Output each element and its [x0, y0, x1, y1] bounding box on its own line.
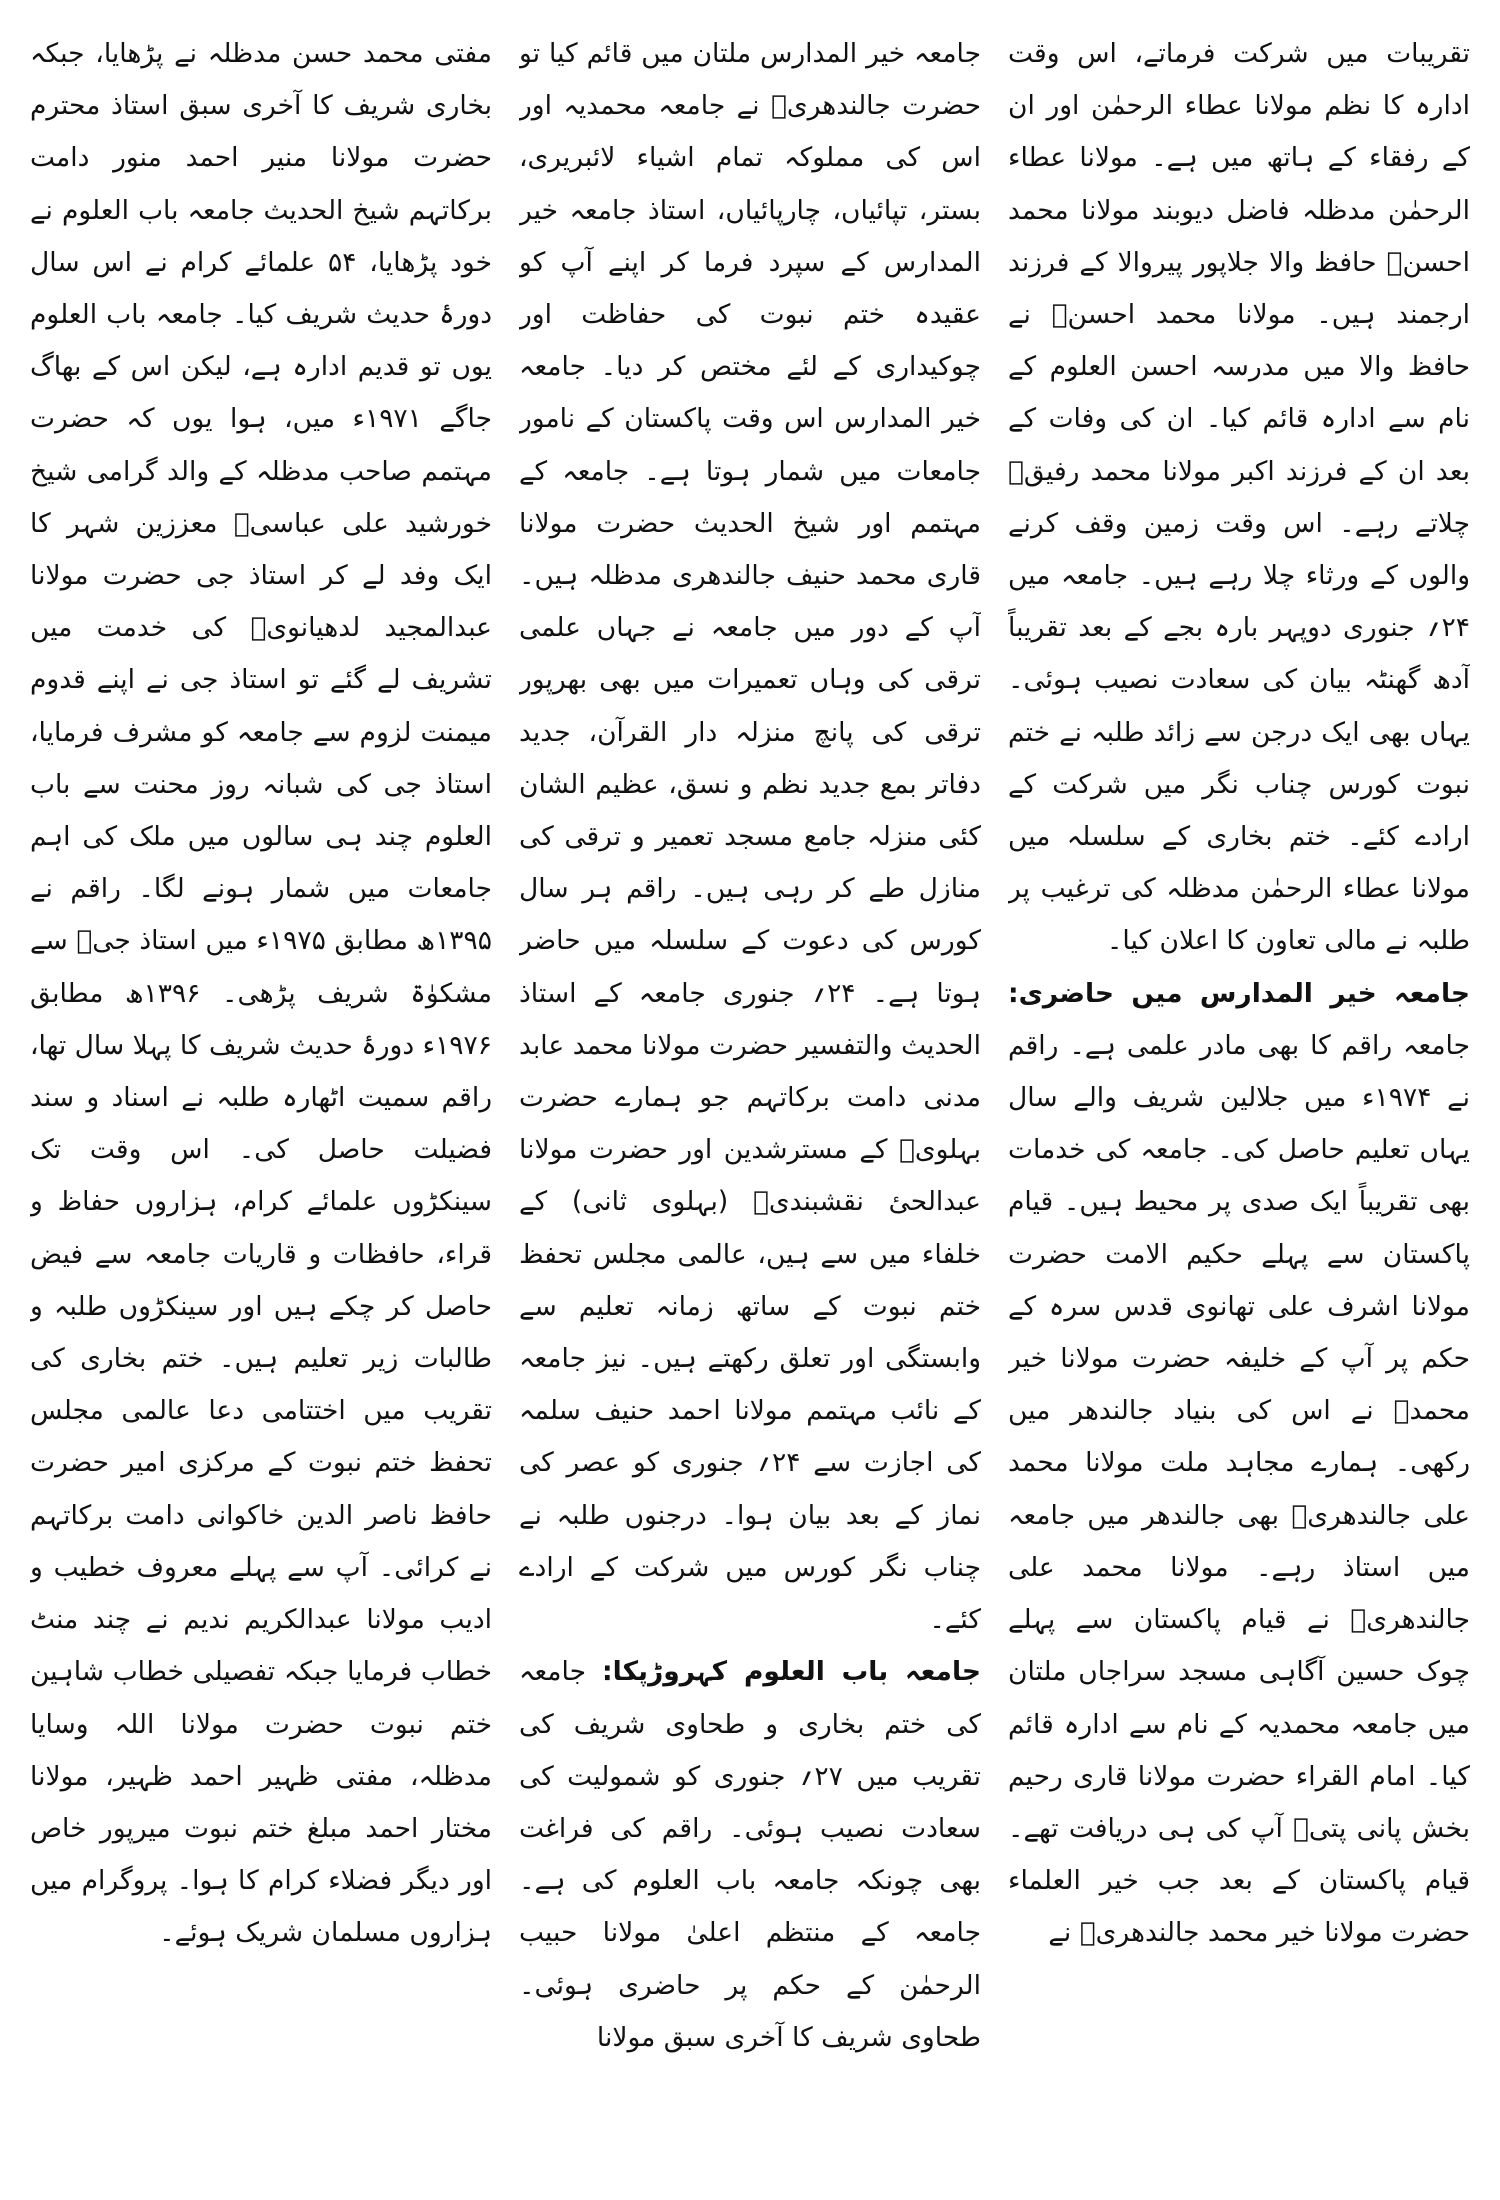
paragraph [519, 1646, 981, 2064]
paragraph-text: جامعہ راقم کا بھی مادر علمی ہے۔ راقم نے ۱۹۷۴ء میں جلالین شریف والے سال یہاں تعلیم حاصل کی۔ جامعہ کی خدمات بھی تقریباً ایک صدی پر محیط ہیں۔ قیام پاکستان سے پہلے حکیم الامت حضرت مولانا اشرف علی تھانوی قدس سرہ کے حکم پر آپ کے خلیفہ حضرت مولانا خیر محمدؒ نے اس کی بنیاد جالندھر میں رکھی۔ ہمارے مجاہد ملت مولانا محمد علی جالندھریؒ بھی جالندھر میں جامعہ میں استاذ رہے۔ مولانا محمد علی جالندھریؒ نے قیام پاکستان سے پہلے چوک حسین آگاہی مسجد سراجاں ملتان میں جامعہ محمدیہ کے نام سے ادارہ قائم کیا۔ امام القراء حضرت مولانا قاری رحیم بخش پانی پتیؒ آپ کی ہی دریافت تھے۔ قیام پاکستان کے بعد جب خیر العلماء حضرت مولانا خیر محمد جالندھریؒ نے [1008, 1029, 1470, 1949]
paragraph-text: جامعہ خیر المدارس ملتان میں قائم کیا تو حضرت جالندھریؒ نے جامعہ محمدیہ اور اس کی مملوکہ تمام اشیاء لائبریری، بستر، تپائیاں، چارپائیاں، استاذ جامعہ خیر المدارس کے سپرد فرما کر اپنے آپ کو عقیدہ ختم نبوت کی حفاظت اور چوکیداری کے لئے مختص کر دیا۔ جامعہ خیر المدارس اس وقت پاکستان کے نامور جامعات میں شمار ہوتا ہے۔ جامعہ کے مہتمم اور شیخ الحدیث حضرت مولانا قاری محمد حنیف جالندھری مدظلہ ہیں۔ آپ کے دور میں جامعہ نے جہاں علمی ترقی کی وہاں تعمیرات میں بھی بھرپور ترقی کی پانچ منزلہ دار القرآن، جدید دفاتر بمع جدید نظم و نسق، عظیم الشان کئی منزلہ جامع مسجد تعمیر و ترقی کی منازل طے کر رہی ہیں۔ راقم ہر سال کورس کی دعوت کے سلسلہ میں حاضر ہوتا ہے۔ ۲۴؍ جنوری جامعہ کے استاذ الحدیث والتفسیر حضرت مولانا محمد عابد مدنی دامت برکاتہم جو ہمارے حضرت بہلویؒ کے مسترشدین اور حضرت مولانا عبدالحیٔ نقشبندیؒ (بہلوی ثانی) کے خلفاء میں سے ہیں، عالمی مجلس تحفظ ختم نبوت کے ساتھ زمانہ تعلیم سے وابستگی اور تعلق رکھتے ہیں۔ نیز جامعہ کے نائب مہتمم مولانا احمد حنیف سلمہ کی اجازت سے ۲۴؍ جنوری کو عصر کی نماز کے بعد بیان ہوا۔ درجنوں طلبہ نے چناب نگر کورس میں شرکت کے ارادے کئے۔ [519, 38, 981, 1636]
text-column-left [30, 28, 492, 2178]
paragraph [1008, 28, 1470, 968]
paragraph-text: مفتی محمد حسن مدظلہ نے پڑھایا، جبکہ بخاری شریف کا آخری سبق استاذ محترم حضرت مولانا منیر احمد منور دامت برکاتہم شیخ الحدیث جامعہ باب العلوم نے خود پڑھایا، ۵۴ علمائے کرام نے اس سال دورۂ حدیث شریف کیا۔ جامعہ باب العلوم یوں تو قدیم ادارہ ہے، لیکن اس کے بھاگ جاگے ۱۹۷۱ء میں، ہوا یوں کہ حضرت مہتمم صاحب مدظلہ کے والد گرامی شیخ خورشید علی عباسیؒ معززین شہر کا ایک وفد لے کر استاذ جی حضرت مولانا عبدالمجید لدھیانویؒ کی خدمت میں تشریف لے گئے تو استاذ جی نے اپنے قدوم میمنت لزوم سے جامعہ کو مشرف فرمایا، استاذ جی کی شبانہ روز محنت سے باب العلوم چند ہی سالوں میں ملک کی اہم جامعات میں شمار ہونے لگا۔ راقم نے ۱۳۹۵ھ مطابق ۱۹۷۵ء میں استاذ جیؒ سے مشکوٰۃ شریف پڑھی۔ ۱۳۹۶ھ مطابق ۱۹۷۶ء دورۂ حدیث شریف کا پہلا سال تھا، راقم سمیت اٹھارہ طلبہ نے اسناد و سند فضیلت حاصل کی۔ اس وقت تک سینکڑوں علمائے کرام، ہزاروں حفاظ و قراء، حافظات و قاریات جامعہ سے فیض حاصل کر چکے ہیں اور سینکڑوں طلبہ و طالبات زیر تعلیم ہیں۔ ختم بخاری کی تقریب میں اختتامی دعا عالمی مجلس تحفظ ختم نبوت کے مرکزی امیر حضرت حافظ ناصر الدین خاکوانی دامت برکاتہم نے کرائی۔ آپ سے پہلے معروف خطیب و ادیب مولانا عبدالکریم ندیم نے چند منٹ خطاب فرمایا جبکہ تفصیلی خطاب شاہین ختم نبوت حضرت مولانا اللہ وسایا مدظلہ، مفتی ظہیر احمد ظہیر، مولانا مختار احمد مبلغ ختم نبوت میرپور خاص اور دیگر فضلاء کرام کا ہوا۔ پروگرام میں ہزاروں مسلمان شریک ہوئے۔ [30, 38, 492, 1949]
paragraph-text: جامعہ کی ختم بخاری و طحاوی شریف کی تقریب میں ۲۷؍ جنوری کو شمولیت کی سعادت نصیب ہوئی۔ راقم کی فراغت بھی چونکہ جامعہ باب العلوم کی ہے۔ جامعہ کے منتظم اعلیٰ مولانا حبیب الرحمٰن کے حکم پر حاضری ہوئی۔ طحاوی شریف کا آخری سبق مولانا [519, 1656, 981, 2053]
section-heading: جامعہ باب العلوم کہروڑپکا: [602, 1656, 981, 1688]
paragraph [30, 28, 492, 1960]
paragraph [519, 28, 981, 1646]
text-column-middle [519, 28, 981, 2178]
paragraph-text: تقریبات میں شرکت فرماتے، اس وقت ادارہ کا نظم مولانا عطاء الرحمٰن اور ان کے رفقاء کے ہاتھ میں ہے۔ مولانا عطاء الرحمٰن مدظلہ فاضل دیوبند مولانا محمد احسنؒ حافظ والا جلاپور پیروالا کے فرزند ارجمند ہیں۔ مولانا محمد احسنؒ نے حافظ والا میں مدرسہ احسن العلوم کے نام سے ادارہ قائم کیا۔ ان کی وفات کے بعد ان کے فرزند اکبر مولانا محمد رفیقؒ چلاتے رہے۔ اس وقت زمین وقف کرنے والوں کے ورثاء چلا رہے ہیں۔ جامعہ میں ۲۴؍ جنوری دوپہر بارہ بجے کے بعد تقریباً آدھ گھنٹہ بیان کی سعادت نصیب ہوئی۔ یہاں بھی ایک درجن سے زائد طلبہ نے ختم نبوت کورس چناب نگر میں شرکت کے ارادے کئے۔ ختم بخاری کے سلسلہ میں مولانا عطاء الرحمٰن مدظلہ کی ترغیب پر طلبہ نے مالی تعاون کا اعلان کیا۔ [1008, 38, 1470, 957]
section-heading: جامعہ خیر المدارس میں حاضری: [1008, 977, 1470, 1009]
paragraph [1008, 968, 1470, 1960]
text-column-right [1008, 28, 1470, 2178]
